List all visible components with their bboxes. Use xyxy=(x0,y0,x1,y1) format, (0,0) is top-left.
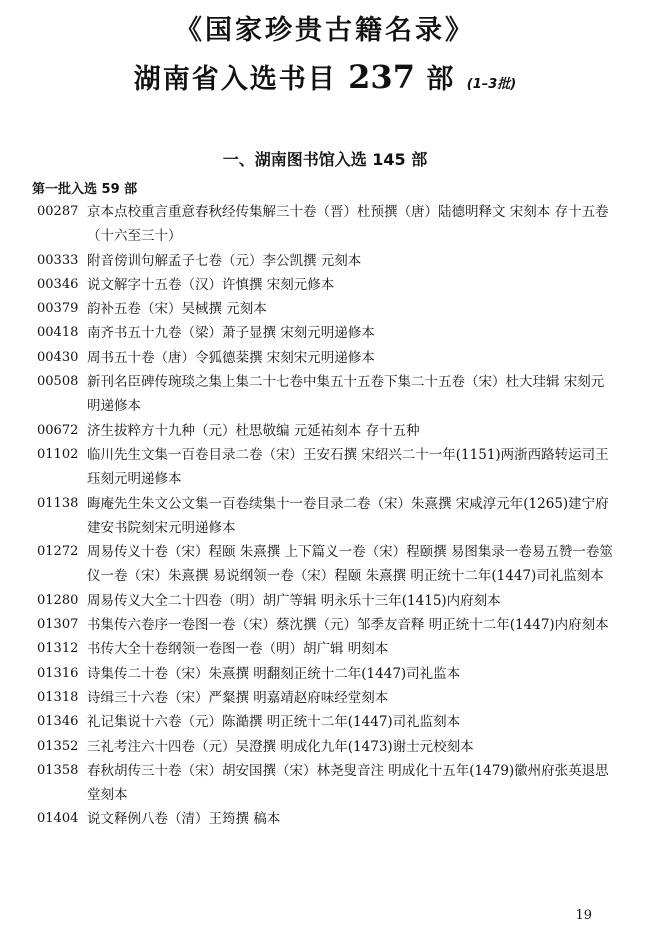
entry-text: 三礼考注六十四卷（元）吴澄撰 明成化九年(1473)谢士元校刻本 xyxy=(87,738,474,755)
entry-text: 说文释例八卷（清）王筠撰 稿本 xyxy=(87,811,281,828)
entry-code: 00430 xyxy=(37,349,79,365)
subtitle-count: 237 xyxy=(348,58,415,96)
list-item xyxy=(0,759,650,808)
entry-code: 00508 xyxy=(37,374,79,390)
entry-code: 00379 xyxy=(37,301,79,317)
list-item xyxy=(0,613,650,637)
entry-text: 晦庵先生朱文公文集一百卷续集十一卷目录二卷（宋）朱熹撰 宋咸淳元年(1265)建宁府建安书院刻宋元明递修本 xyxy=(87,495,609,536)
entry-code: 01346 xyxy=(37,714,79,730)
section-heading: 一、湖南图书馆入选 145 部 xyxy=(222,150,428,169)
entry-text: 济生拔粹方十九种（元）杜思敬编 元延祐刻本 存十五种 xyxy=(87,422,420,439)
list-item xyxy=(0,492,650,541)
page-number: 19 xyxy=(575,908,592,923)
entry-code: 00287 xyxy=(37,204,79,219)
entry-code: 01358 xyxy=(37,762,79,778)
entry-text: 礼记集说十六卷（元）陈澔撰 明正统十二年(1447)司礼监刻本 xyxy=(87,714,461,731)
entry-code: 01316 xyxy=(37,665,79,681)
entry-text: 书传大全十卷纲领一卷图一卷（明）胡广辑 明刻本 xyxy=(87,641,389,658)
list-item xyxy=(0,637,650,661)
list-item xyxy=(0,735,650,759)
entry-code: 00333 xyxy=(37,252,79,268)
entry-code: 00418 xyxy=(37,325,79,341)
entry-text: 周易传义大全二十四卷（明）胡广等辑 明永乐十三年(1415)内府刻本 xyxy=(87,592,501,609)
entry-text: 春秋胡传三十卷（宋）胡安国撰（宋）林尧叟音注 明成化十五年(1479)徽州府张英退思堂刻本 xyxy=(87,762,609,804)
entry-text: 京本点校重言重意春秋经传集解三十卷（晋）杜预撰（唐）陆德明释文 宋刻本 存十五卷（十六至三十） xyxy=(87,204,609,245)
entry-text: 书集传六卷序一卷图一卷（宋）蔡沈撰（元）邹季友音释 明正统十二年(1447)内府刻本 xyxy=(87,617,609,634)
list-item xyxy=(0,443,650,492)
list-item xyxy=(0,346,650,370)
list-item xyxy=(0,249,650,273)
list-item xyxy=(0,419,650,443)
entry-code: 01272 xyxy=(37,544,79,560)
list-item xyxy=(0,686,650,710)
list-item xyxy=(0,297,650,321)
list-item xyxy=(0,273,650,297)
subtitle-batch: (1–3批) xyxy=(466,77,517,92)
entry-text: 韵补五卷（宋）吴棫撰 元刻本 xyxy=(87,301,267,318)
list-item xyxy=(0,321,650,345)
entry-code: 01102 xyxy=(37,446,79,462)
page-subtitle xyxy=(0,60,650,102)
page-title: 《国家珍贵古籍名录》 xyxy=(175,15,475,46)
batch-heading: 第一批入选 59 部 xyxy=(32,182,138,197)
subtitle-unit: 部 xyxy=(426,64,456,95)
entry-code: 01138 xyxy=(37,495,79,511)
entry-code: 01404 xyxy=(37,811,79,827)
entry-code: 00346 xyxy=(37,276,79,292)
entry-code: 01312 xyxy=(37,641,79,657)
list-item xyxy=(0,200,650,249)
entry-text: 诗缉三十六卷（宋）严粲撰 明嘉靖赵府味经堂刻本 xyxy=(87,689,389,706)
list-item xyxy=(0,662,650,686)
entry-text: 附音傍训句解孟子七卷（元）李公凯撰 元刻本 xyxy=(87,252,362,269)
entry-list xyxy=(0,200,650,832)
entry-text: 南齐书五十九卷（梁）萧子显撰 宋刻元明递修本 xyxy=(87,325,375,342)
entry-text: 诗集传二十卷（宋）朱熹撰 明翻刻正统十二年(1447)司礼监本 xyxy=(87,665,461,682)
list-item xyxy=(0,710,650,734)
subtitle-prefix: 湖南省入选书目 xyxy=(133,64,337,95)
entry-code: 01307 xyxy=(37,617,79,633)
entry-text: 说文解字十五卷（汉）许慎撰 宋刻元修本 xyxy=(87,276,335,293)
list-item xyxy=(0,589,650,613)
entry-text: 临川先生文集一百卷目录二卷（宋）王安石撰 宋绍兴二十一年(1151)两浙西路转运司王珏刻元明递修本 xyxy=(87,446,609,488)
list-item xyxy=(0,370,650,419)
entry-code: 00672 xyxy=(37,422,79,438)
entry-code: 01280 xyxy=(37,592,79,608)
entry-text: 周书五十卷（唐）令狐德棻撰 宋刻宋元明递修本 xyxy=(87,349,375,366)
entry-code: 01352 xyxy=(37,738,79,754)
entry-text: 新刊名臣碑传琬琰之集上集二十七卷中集五十五卷下集二十五卷（宋）杜大珪辑 宋刻元明递修本 xyxy=(87,374,605,415)
entry-text: 周易传义十卷（宋）程颐 朱熹撰 上下篇义一卷（宋）程颐撰 易图集录一卷易五赞一卷筮仪一卷（宋）朱熹撰 易说纲领一卷（宋）程颐 朱熹撰 明正统十二年(1447)司礼监刻本 xyxy=(87,544,613,585)
list-item xyxy=(0,540,650,589)
list-item xyxy=(0,807,650,831)
entry-code: 01318 xyxy=(37,689,79,705)
